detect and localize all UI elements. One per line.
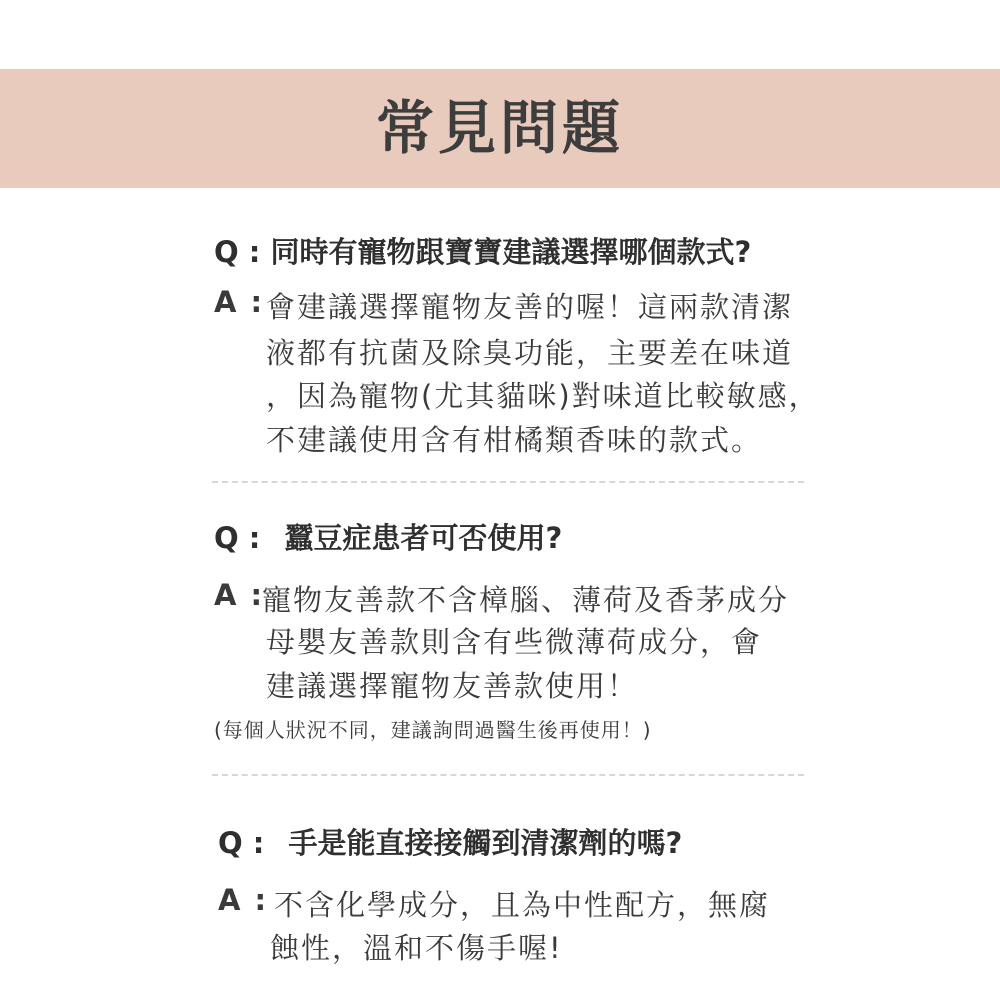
- faq-3-answer-line-1: 不含化學成分，且為中性配方，無腐: [274, 888, 771, 922]
- faq-1-question-row: [214, 230, 751, 271]
- faq-3-answer-line-2: 蝕性，溫和不傷手喔!: [270, 931, 563, 965]
- faq-2-a-label: A :: [214, 578, 265, 612]
- faq-2-question-row: [214, 516, 562, 557]
- faq-3-q-label: Q :: [218, 826, 265, 860]
- faq-1-a-label: A :: [214, 285, 265, 319]
- faq-2-answer-line-3: 建議選擇寵物友善款使用！: [266, 669, 639, 703]
- faq-1-q-label: Q :: [214, 235, 261, 269]
- faq-2-answer-line-1: 寵物友善款不含樟腦、薄荷及香茅成分: [262, 583, 790, 617]
- faq-1-question: 同時有寵物跟寶寶建議選擇哪個款式?: [270, 235, 752, 269]
- page-title: 常見問題: [375, 94, 624, 162]
- faq-1-answer-line-4: 不建議使用含有柑橘類香味的款式。: [266, 423, 763, 457]
- divider-1: [212, 481, 804, 483]
- divider-2: [212, 774, 804, 776]
- faq-3-question: 手是能直接接觸到清潔劑的嗎?: [288, 826, 683, 860]
- faq-1-answer-line-2: 液都有抗菌及除臭功能，主要差在味道: [266, 336, 794, 370]
- faq-3-question-row: [218, 821, 682, 862]
- faq-3-a-label: A :: [218, 883, 269, 917]
- header-banner: [0, 69, 1000, 188]
- faq-1-answer-line-3: ，因為寵物(尤其貓咪)對味道比較敏感，: [266, 379, 820, 413]
- faq-2-q-label: Q :: [214, 521, 261, 555]
- faq-1-answer-line-1: 會建議選擇寵物友善的喔！這兩款清潔: [266, 290, 794, 324]
- faq-2-question: 蠶豆症患者可否使用?: [284, 521, 563, 555]
- faq-2-note: (每個人狀況不同，建議詢問過醫生後再使用！): [214, 718, 652, 742]
- faq-2-answer-line-2: 母嬰友善款則含有些微薄荷成分，會: [266, 625, 763, 659]
